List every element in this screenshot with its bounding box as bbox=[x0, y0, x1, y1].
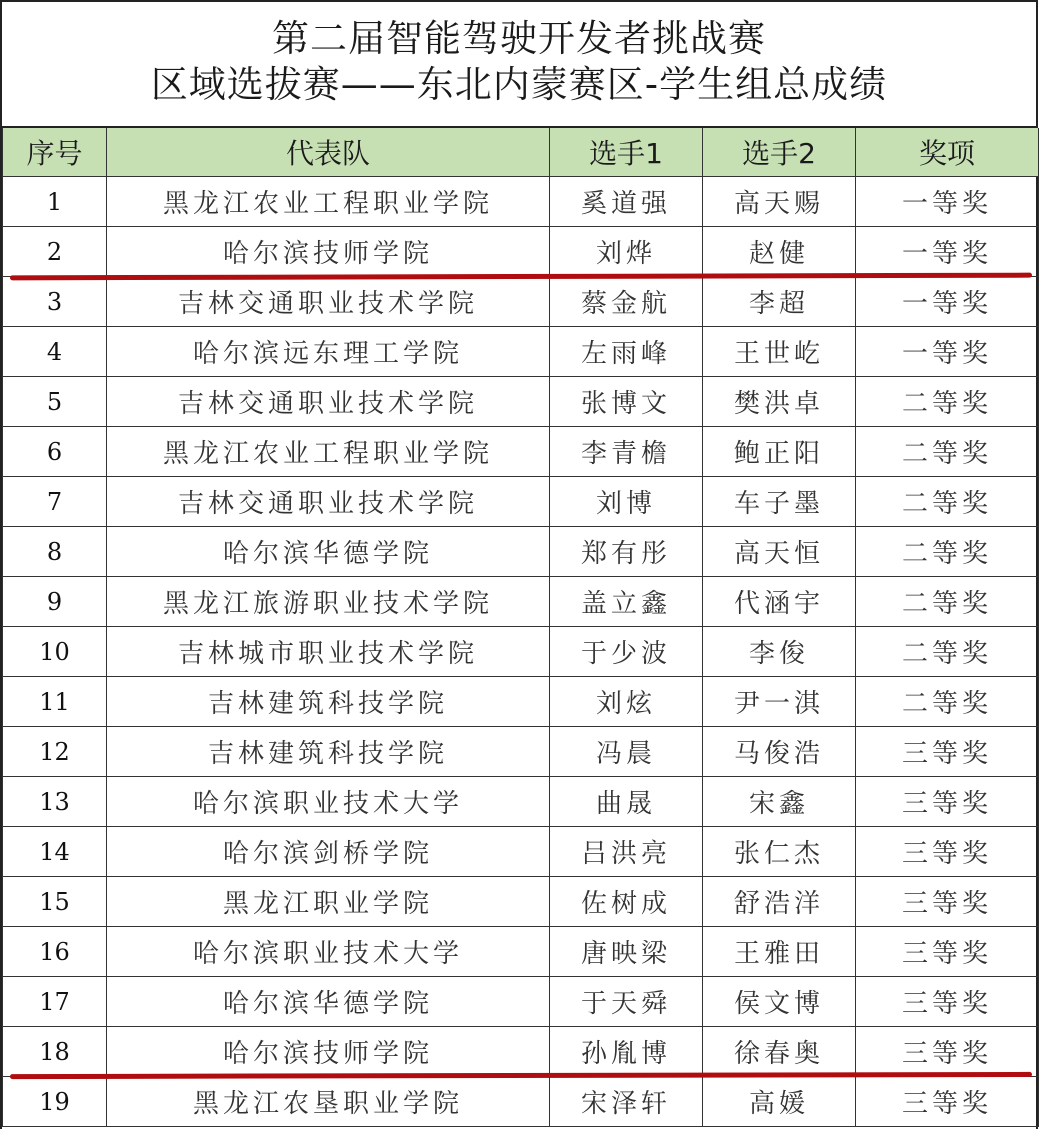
cell-team: 黑龙江农垦职业学院 bbox=[107, 1077, 550, 1127]
cell-award: 二等奖 bbox=[856, 677, 1039, 727]
cell-player2: 李超 bbox=[703, 277, 856, 327]
cell-award: 三等奖 bbox=[856, 1027, 1039, 1077]
cell-team: 吉林交通职业技术学院 bbox=[107, 277, 550, 327]
table-row bbox=[3, 427, 1039, 477]
cell-player1: 郑有彤 bbox=[550, 527, 703, 577]
cell-team: 哈尔滨华德学院 bbox=[107, 527, 550, 577]
table-row bbox=[3, 727, 1039, 777]
cell-player1: 冯晨 bbox=[550, 727, 703, 777]
cell-index: 18 bbox=[3, 1027, 107, 1077]
cell-index: 12 bbox=[3, 727, 107, 777]
header-player2: 选手2 bbox=[703, 128, 856, 177]
table-row bbox=[3, 777, 1039, 827]
cell-award: 一等奖 bbox=[856, 327, 1039, 377]
cell-index: 9 bbox=[3, 577, 107, 627]
cell-team: 吉林建筑科技学院 bbox=[107, 677, 550, 727]
table-row bbox=[3, 677, 1039, 727]
cell-team: 哈尔滨技师学院 bbox=[107, 227, 550, 277]
table-row bbox=[3, 327, 1039, 377]
cell-player2: 宋鑫 bbox=[703, 777, 856, 827]
table-row bbox=[3, 1077, 1039, 1127]
cell-award: 三等奖 bbox=[856, 727, 1039, 777]
table-row bbox=[3, 477, 1039, 527]
cell-index: 16 bbox=[3, 927, 107, 977]
cell-player1: 奚道强 bbox=[550, 177, 703, 227]
cell-team: 吉林交通职业技术学院 bbox=[107, 477, 550, 527]
table-row bbox=[3, 527, 1039, 577]
cell-award: 一等奖 bbox=[856, 277, 1039, 327]
header-player1: 选手1 bbox=[550, 128, 703, 177]
cell-index: 7 bbox=[3, 477, 107, 527]
cell-player1: 吕洪亮 bbox=[550, 827, 703, 877]
cell-award: 二等奖 bbox=[856, 427, 1039, 477]
table-row bbox=[3, 627, 1039, 677]
table-row bbox=[3, 377, 1039, 427]
cell-player1: 唐映梁 bbox=[550, 927, 703, 977]
cell-index: 11 bbox=[3, 677, 107, 727]
cell-player2: 樊洪卓 bbox=[703, 377, 856, 427]
cell-team: 哈尔滨技师学院 bbox=[107, 1027, 550, 1077]
cell-player2: 李俊 bbox=[703, 627, 856, 677]
cell-team: 吉林交通职业技术学院 bbox=[107, 377, 550, 427]
cell-index: 17 bbox=[3, 977, 107, 1027]
cell-award: 二等奖 bbox=[856, 527, 1039, 577]
cell-player2: 徐春奥 bbox=[703, 1027, 856, 1077]
cell-team: 黑龙江职业学院 bbox=[107, 877, 550, 927]
header-index: 序号 bbox=[3, 128, 107, 177]
cell-player2: 舒浩洋 bbox=[703, 877, 856, 927]
cell-team: 哈尔滨剑桥学院 bbox=[107, 827, 550, 877]
cell-player2: 侯文博 bbox=[703, 977, 856, 1027]
cell-player1: 刘博 bbox=[550, 477, 703, 527]
cell-player2: 车子墨 bbox=[703, 477, 856, 527]
cell-player1: 佐树成 bbox=[550, 877, 703, 927]
cell-team: 黑龙江农业工程职业学院 bbox=[107, 177, 550, 227]
cell-award: 三等奖 bbox=[856, 927, 1039, 977]
cell-player2: 高媛 bbox=[703, 1077, 856, 1127]
cell-player2: 张仁杰 bbox=[703, 827, 856, 877]
cell-award: 三等奖 bbox=[856, 777, 1039, 827]
cell-player1: 刘炫 bbox=[550, 677, 703, 727]
cell-player2: 尹一淇 bbox=[703, 677, 856, 727]
page-subtitle: 区域选拔赛——东北内蒙赛区-学生组总成绩 bbox=[150, 63, 888, 106]
cell-team: 吉林建筑科技学院 bbox=[107, 727, 550, 777]
table-row bbox=[3, 977, 1039, 1027]
cell-index: 10 bbox=[3, 627, 107, 677]
cell-player1: 于少波 bbox=[550, 627, 703, 677]
cell-index: 4 bbox=[3, 327, 107, 377]
header-team: 代表队 bbox=[107, 128, 550, 177]
cell-player1: 宋泽轩 bbox=[550, 1077, 703, 1127]
table-row bbox=[3, 927, 1039, 977]
cell-player2: 代涵宇 bbox=[703, 577, 856, 627]
table-row bbox=[3, 227, 1039, 277]
cell-player1: 于天舜 bbox=[550, 977, 703, 1027]
cell-player2: 王世屹 bbox=[703, 327, 856, 377]
table-row bbox=[3, 1027, 1039, 1077]
cell-player2: 赵健 bbox=[703, 227, 856, 277]
cell-award: 二等奖 bbox=[856, 577, 1039, 627]
cell-index: 8 bbox=[3, 527, 107, 577]
cell-player2: 高天赐 bbox=[703, 177, 856, 227]
cell-player1: 盖立鑫 bbox=[550, 577, 703, 627]
table-row bbox=[3, 827, 1039, 877]
header-row bbox=[3, 128, 1039, 177]
cell-index: 1 bbox=[3, 177, 107, 227]
cell-index: 5 bbox=[3, 377, 107, 427]
cell-player1: 孙胤博 bbox=[550, 1027, 703, 1077]
table-row bbox=[3, 577, 1039, 627]
cell-team: 黑龙江农业工程职业学院 bbox=[107, 427, 550, 477]
cell-player2: 王雅田 bbox=[703, 927, 856, 977]
cell-team: 黑龙江旅游职业技术学院 bbox=[107, 577, 550, 627]
cell-award: 三等奖 bbox=[856, 877, 1039, 927]
cell-team: 哈尔滨华德学院 bbox=[107, 977, 550, 1027]
title-block bbox=[2, 0, 1036, 128]
cell-team: 哈尔滨远东理工学院 bbox=[107, 327, 550, 377]
cell-award: 三等奖 bbox=[856, 1077, 1039, 1127]
cell-team: 哈尔滨职业技术大学 bbox=[107, 927, 550, 977]
table-row bbox=[3, 877, 1039, 927]
cell-award: 二等奖 bbox=[856, 377, 1039, 427]
cell-player1: 李青檐 bbox=[550, 427, 703, 477]
cell-player2: 高天恒 bbox=[703, 527, 856, 577]
cell-team: 吉林城市职业技术学院 bbox=[107, 627, 550, 677]
page-title: 第二届智能驾驶开发者挑战赛 bbox=[272, 17, 766, 60]
cell-index: 15 bbox=[3, 877, 107, 927]
results-body bbox=[3, 177, 1039, 1127]
header-award: 奖项 bbox=[856, 128, 1039, 177]
cell-index: 19 bbox=[3, 1077, 107, 1127]
cell-player1: 张博文 bbox=[550, 377, 703, 427]
cell-award: 一等奖 bbox=[856, 177, 1039, 227]
cell-index: 2 bbox=[3, 227, 107, 277]
cell-player1: 左雨峰 bbox=[550, 327, 703, 377]
cell-player2: 鲍正阳 bbox=[703, 427, 856, 477]
cell-team: 哈尔滨职业技术大学 bbox=[107, 777, 550, 827]
cell-award: 二等奖 bbox=[856, 477, 1039, 527]
cell-index: 14 bbox=[3, 827, 107, 877]
cell-award: 二等奖 bbox=[856, 627, 1039, 677]
table-row bbox=[3, 177, 1039, 227]
cell-award: 一等奖 bbox=[856, 227, 1039, 277]
cell-player2: 马俊浩 bbox=[703, 727, 856, 777]
cell-player1: 刘烨 bbox=[550, 227, 703, 277]
cell-award: 三等奖 bbox=[856, 827, 1039, 877]
cell-player1: 蔡金航 bbox=[550, 277, 703, 327]
cell-index: 13 bbox=[3, 777, 107, 827]
cell-award: 三等奖 bbox=[856, 977, 1039, 1027]
cell-index: 6 bbox=[3, 427, 107, 477]
table-row bbox=[3, 277, 1039, 327]
cell-index: 3 bbox=[3, 277, 107, 327]
cell-player1: 曲晟 bbox=[550, 777, 703, 827]
